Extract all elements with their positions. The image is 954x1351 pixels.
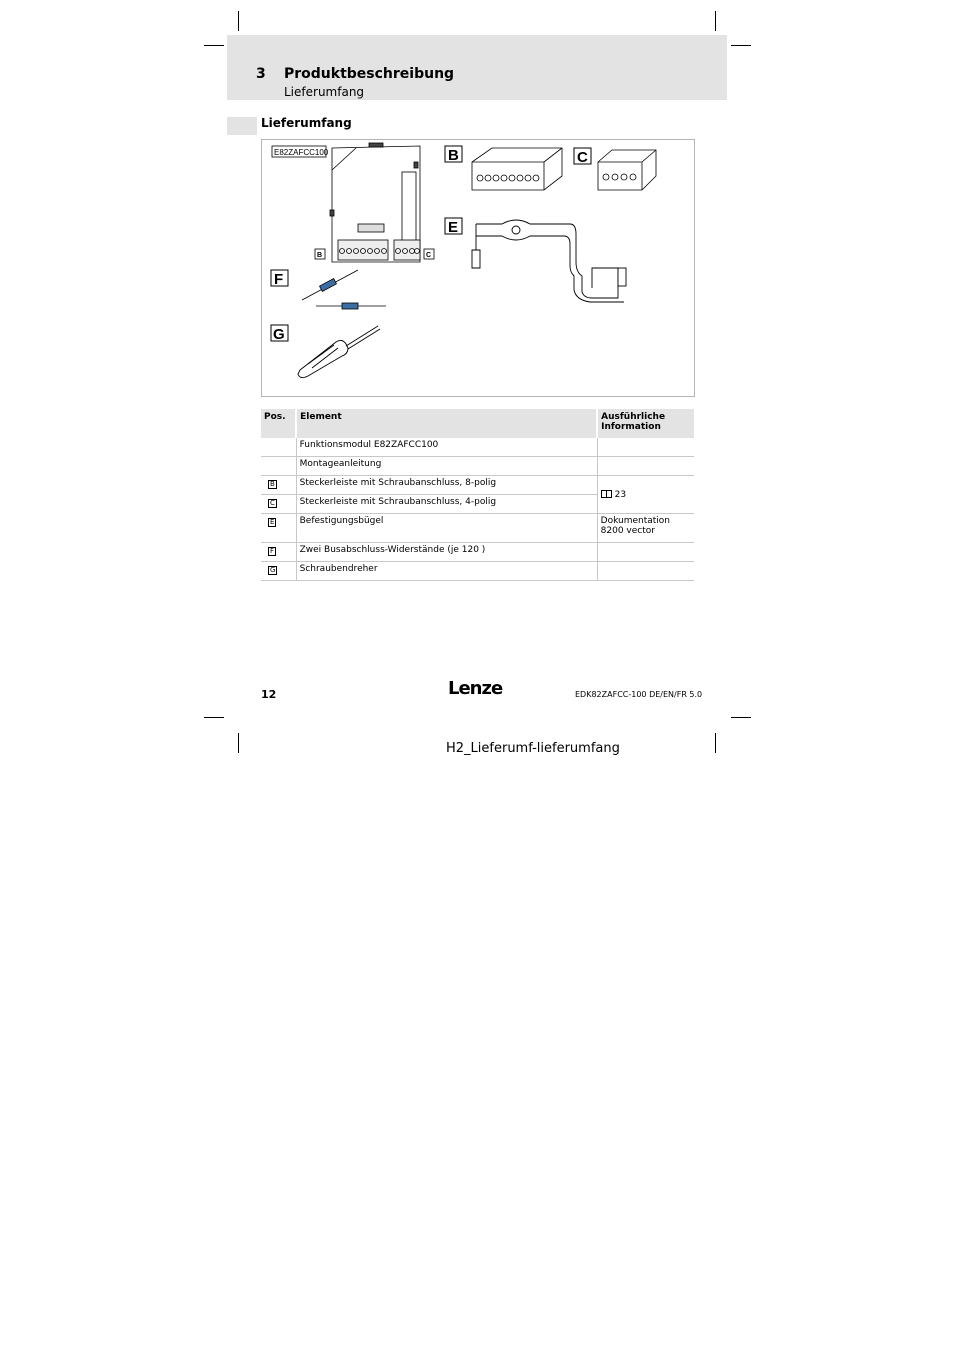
section-heading: Lieferumfang [261,116,352,130]
crop-mark [238,11,239,31]
row-element: Funktionsmodul E82ZAFCC100 [296,438,597,457]
crop-mark [731,45,751,46]
crop-mark [715,733,716,753]
row-element: Steckerleiste mit Schraubanschluss, 8-polig [296,476,597,495]
screwdriver-drawing [298,326,380,378]
crop-mark [204,45,224,46]
row-info [597,562,694,581]
callout-b-small: B [317,252,323,259]
row-info [597,457,694,476]
crop-mark [238,733,239,753]
chapter-number: 3 [256,66,266,82]
row-pos [261,457,296,476]
row-pos [261,438,296,457]
chapter-title: Produktbeschreibung [284,66,455,82]
pos-badge-g: G [270,566,276,574]
row-info [597,438,694,457]
section-side-marker [227,117,257,135]
row-pos [261,495,296,514]
crop-mark [731,717,751,718]
delivery-scope-figure [261,139,695,397]
connector-4-pin-drawing [598,150,656,190]
row-pos [261,476,296,495]
row-pos [261,543,296,562]
callout-f: F [274,271,284,288]
pos-badge-b: B [270,480,275,488]
lenze-logo: Lenze [448,678,503,699]
row-element: Befestigungsbügel [296,514,597,543]
parts-table [261,409,694,581]
row-info [597,543,694,562]
footer-tag: H2_Lieferumf-lieferumfang [446,741,620,756]
crop-mark [204,717,224,718]
termination-resistors-drawing [302,270,386,309]
book-icon [601,490,612,498]
document-code: EDK82ZAFCC-100 DE/EN/FR 5.0 [575,690,703,699]
row-element: Zwei Busabschluss-Widerstände (je 120 ) [296,543,597,562]
callout-c: C [577,149,588,166]
row-element: Montageanleitung [296,457,597,476]
module-label: E82ZAFCC100 [274,148,329,157]
header-element: Element [296,409,597,438]
crop-mark [715,11,716,31]
figure-drawing [262,140,694,396]
row-pos [261,514,296,543]
chapter-subtitle: Lieferumfang [284,85,365,99]
header-pos: Pos. [261,409,296,438]
table-row [261,476,694,495]
table-row [261,457,694,476]
row-pos [261,562,296,581]
pos-badge-e: E [270,518,275,526]
mounting-bracket-drawing [472,220,626,302]
function-module-drawing [328,140,420,262]
callout-e: E [448,219,459,236]
table-row [261,438,694,457]
row-info: Dokumentation 8200 vector [597,514,694,543]
pos-badge-c: C [270,499,275,507]
header-info: Ausführliche Information [597,409,694,438]
callout-b: B [448,147,459,164]
row-element: Schraubendreher [296,562,597,581]
page-reference: 23 [614,489,627,500]
table-header-row [261,409,694,438]
callout-c-small: C [426,252,432,259]
page-number: 12 [261,688,277,701]
callout-g: G [273,326,285,343]
connector-8-pin-drawing [472,148,562,190]
row-element: Steckerleiste mit Schraubanschluss, 4-polig [296,495,597,514]
table-row [261,562,694,581]
table-row [261,514,694,543]
table-row [261,543,694,562]
pos-badge-f: F [270,547,275,555]
row-info [597,476,694,514]
